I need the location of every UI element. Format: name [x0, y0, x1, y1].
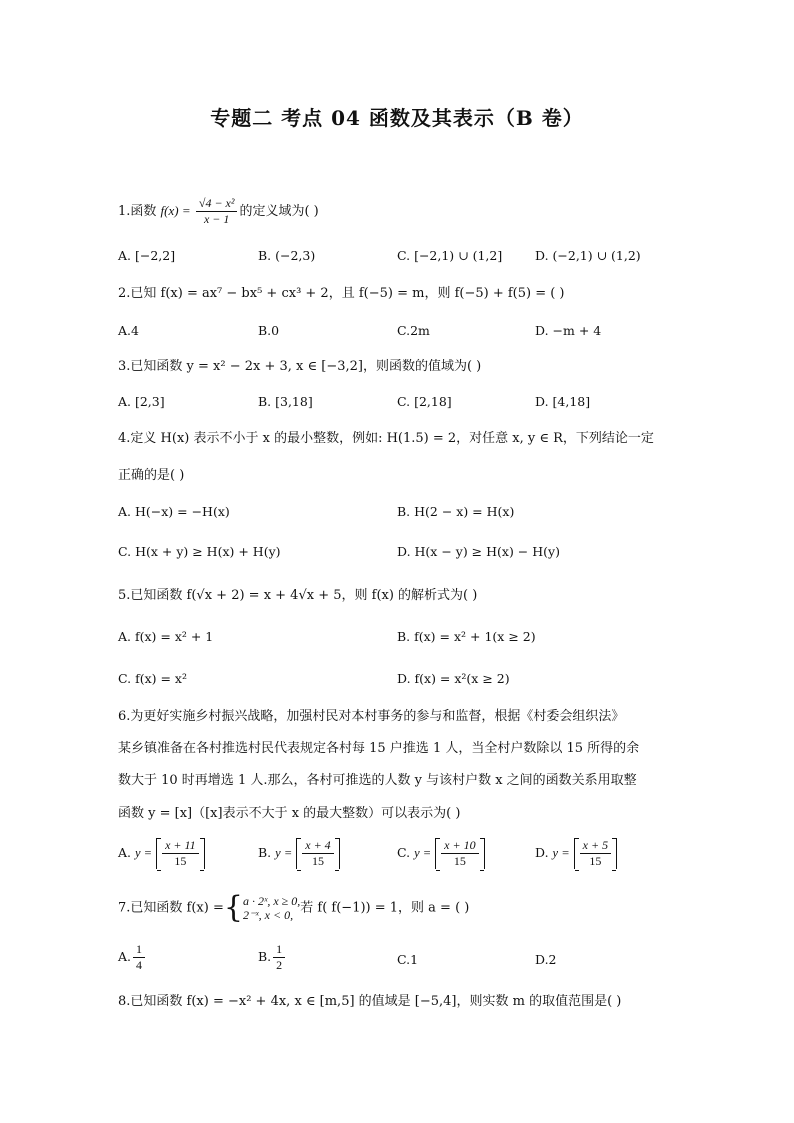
q6-option-c[interactable]	[397, 838, 485, 869]
q7-option-b-label: B.	[258, 949, 272, 964]
q1-fraction-denominator: x − 1	[203, 212, 230, 226]
q1-stem-prefix: 1.函数	[118, 204, 161, 219]
page-title: 专题二 考点 04 函数及其表示（B 卷）	[210, 106, 584, 130]
q7-option-c[interactable]: C.1	[397, 952, 419, 967]
q4-option-b[interactable]: B. H(2 − x) = H(x)	[397, 504, 515, 519]
q2-option-a[interactable]: A.4	[118, 323, 139, 338]
q3-option-a[interactable]: A. [2,3]	[118, 394, 165, 409]
question-4-stem-line2: 正确的是( )	[118, 468, 185, 483]
q3-option-b[interactable]: B. [3,18]	[258, 394, 313, 409]
q6-option-b-denominator: 15	[311, 854, 324, 868]
q1-stem-suffix: 的定义域为( )	[239, 204, 319, 219]
q7-option-b[interactable]	[258, 942, 287, 973]
q7-option-d[interactable]: D.2	[535, 952, 557, 967]
q7-option-b-denominator: 2	[276, 958, 283, 972]
question-5-stem: 5.已知函数 f(√x + 2) = x + 4√x + 5，则 f(x) 的解析式为( )	[118, 588, 478, 603]
q7-option-a-numerator: 1	[133, 942, 145, 958]
q7-case-1: a · 2ˣ, x ≥ 0,	[242, 894, 301, 908]
q6-option-a-floor	[156, 838, 205, 869]
q6-option-c-floor	[435, 838, 484, 869]
q6-option-c-label: C.	[397, 845, 411, 860]
q6-option-b[interactable]	[258, 838, 340, 869]
question-6-line1: 6.为更好实施乡村振兴战略，加强村民对本村事务的参与和监督，根据《村委会组织法》	[118, 709, 625, 724]
q5-option-a[interactable]: A. f(x) = x² + 1	[118, 629, 214, 644]
q1-function-lhs: f(x) =	[160, 203, 194, 218]
q6-option-c-numerator: x + 10	[441, 838, 478, 854]
question-3-stem: 3.已知函数 y = x² − 2x + 3, x ∈ [−3,2]，则函数的值域为( )	[118, 359, 482, 374]
q6-option-a-denominator: 15	[174, 854, 187, 868]
q3-option-d[interactable]: D. [4,18]	[535, 394, 591, 409]
question-7-stem	[118, 890, 470, 925]
q6-option-b-numerator: x + 4	[302, 838, 333, 854]
question-6-line4: 函数 y = [x]（[x]表示不大于 x 的最大整数）可以表示为( )	[118, 806, 461, 821]
q6-option-d-denominator: 15	[589, 854, 602, 868]
q7-brace: {	[223, 890, 243, 925]
q7-piecewise	[243, 894, 300, 922]
q6-option-a-numerator: x + 11	[162, 838, 199, 854]
q6-option-d-numerator: x + 5	[580, 838, 611, 854]
q7-option-b-numerator: 1	[273, 942, 285, 958]
q6-option-a-lhs: y =	[135, 846, 153, 860]
q5-option-d[interactable]: D. f(x) = x²(x ≥ 2)	[397, 671, 510, 686]
q1-fraction	[196, 196, 238, 227]
q6-option-b-label: B.	[258, 845, 272, 860]
q7-option-a-denominator: 4	[136, 958, 143, 972]
q1-option-c[interactable]: C. [−2,1) ∪ (1,2]	[397, 248, 503, 263]
q6-option-b-floor	[296, 838, 339, 869]
question-1-stem	[118, 196, 319, 227]
q4-option-a[interactable]: A. H(−x) = −H(x)	[118, 504, 230, 519]
q7-option-a-label: A.	[118, 949, 132, 964]
q2-option-c[interactable]: C.2m	[397, 323, 430, 338]
q4-option-d[interactable]: D. H(x − y) ≥ H(x) − H(y)	[397, 544, 560, 559]
q6-option-d-label: D.	[535, 845, 549, 860]
q4-option-c[interactable]: C. H(x + y) ≥ H(x) + H(y)	[118, 544, 281, 559]
q7-option-a[interactable]	[118, 942, 147, 973]
q6-option-c-denominator: 15	[453, 854, 466, 868]
q1-option-d[interactable]: D. (−2,1) ∪ (1,2)	[535, 248, 641, 263]
q1-option-a[interactable]: A. [−2,2]	[118, 248, 176, 263]
question-4-stem-line1: 4.定义 H(x) 表示不小于 x 的最小整数，例如: H(1.5) = 2，对任意 x, y ∈ R，下列结论一定	[118, 431, 654, 446]
question-8-stem: 8.已知函数 f(x) = −x² + 4x, x ∈ [m,5] 的值域是 [−5,4]，则实数 m 的取值范围是( )	[118, 994, 622, 1009]
question-6-line2: 某乡镇准备在各村推选村民代表规定各村每 15 户推选 1 人，当全村户数除以 15 所得的余	[118, 741, 640, 756]
q6-option-a-label: A.	[118, 845, 132, 860]
q1-fraction-numerator: √4 − x²	[196, 196, 238, 212]
q2-option-b[interactable]: B.0	[258, 323, 280, 338]
q5-option-b[interactable]: B. f(x) = x² + 1(x ≥ 2)	[397, 629, 536, 644]
q6-option-c-lhs: y =	[414, 846, 432, 860]
q6-option-d[interactable]	[535, 838, 617, 869]
question-2-stem: 2.已知 f(x) = ax⁷ − bx⁵ + cx³ + 2，且 f(−5) = m，则 f(−5) + f(5) = ( )	[118, 286, 565, 301]
q7-stem-suffix: 若 f( f(−1)) = 1，则 a = ( )	[300, 900, 470, 916]
q6-option-d-floor	[574, 838, 617, 869]
q1-option-b[interactable]: B. (−2,3)	[258, 248, 316, 263]
q6-option-b-lhs: y =	[275, 846, 293, 860]
q7-case-2: 2⁻ˣ, x < 0,	[242, 908, 294, 922]
q7-stem-prefix: 7.已知函数 f(x) =	[118, 900, 224, 916]
question-6-line3: 数大于 10 时再增选 1 人.那么，各村可推选的人数 y 与该村户数 x 之间的函数关系用取整	[118, 773, 637, 788]
q2-option-d[interactable]: D. −m + 4	[535, 323, 602, 338]
q6-option-d-lhs: y =	[552, 846, 570, 860]
q5-option-c[interactable]: C. f(x) = x²	[118, 671, 187, 686]
q3-option-c[interactable]: C. [2,18]	[397, 394, 452, 409]
q6-option-a[interactable]	[118, 838, 205, 869]
